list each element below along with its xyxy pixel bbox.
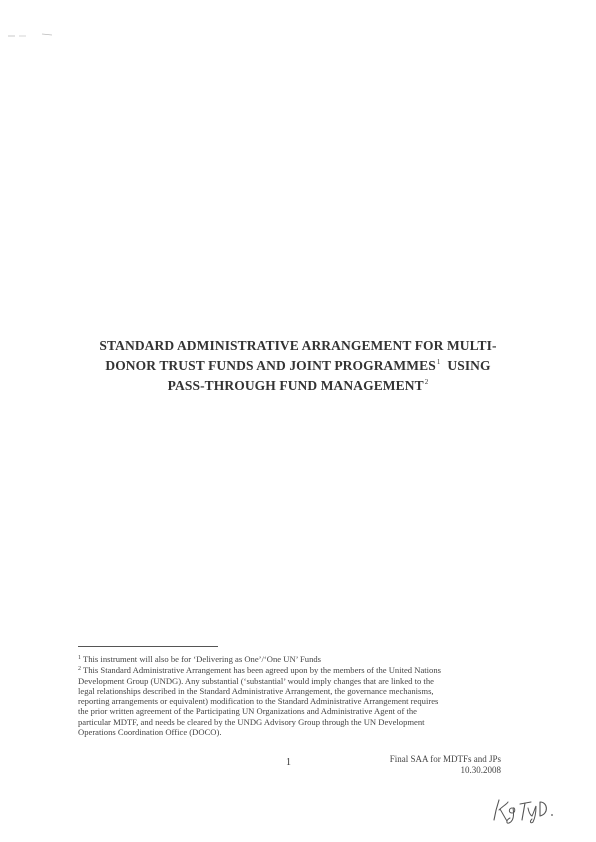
title-line-1: STANDARD ADMINISTRATIVE ARRANGEMENT FOR MULTI- [99,338,497,353]
footer-doc-name: Final SAA for MDTFs and JPs [389,754,501,764]
footnotes [78,653,508,737]
footnote-1: $^1$ This instrument will also be for ‘Delivering as One’/‘One UN’ Funds [78,654,322,664]
footnote-ref-1[interactable]: 1 [436,358,441,366]
footer-date: 10.30.2008 [460,765,501,775]
title-line-3: PASS-THROUGH FUND MANAGEMENT$^2$ [167,378,429,393]
footnote-2: $^2$ This Standard Administrative Arrangement has been agreed upon by the members of the United Nations Development Group (UNDG). Any substantial (‘substantial’ would imply changes that are linked to the legal relationships described in the Standard Administrative Arrangement, the governance mechanisms, reporting arrangements or equivalent) modification to the Standard Administrative Arrangement requires the prior written agreement of the Participating UN Organizations and Administrative Agent of the particular MDTF, and needs be cleared by the UNDG Advisory Group through the UN Development Operations Coordination Office (DOCO). [78,665,441,738]
handwritten-initials-signature [488,794,560,826]
page-number: 1 [286,757,291,768]
footnote-separator [78,646,218,647]
scan-artifact-marks [6,30,66,40]
document-version-footer [390,754,501,776]
footnote-ref-2[interactable]: 2 [424,378,429,386]
title-line-2: DONOR TRUST FUNDS AND JOINT PROGRAMMES$^1$ USING [105,358,491,373]
document-title [70,337,526,394]
